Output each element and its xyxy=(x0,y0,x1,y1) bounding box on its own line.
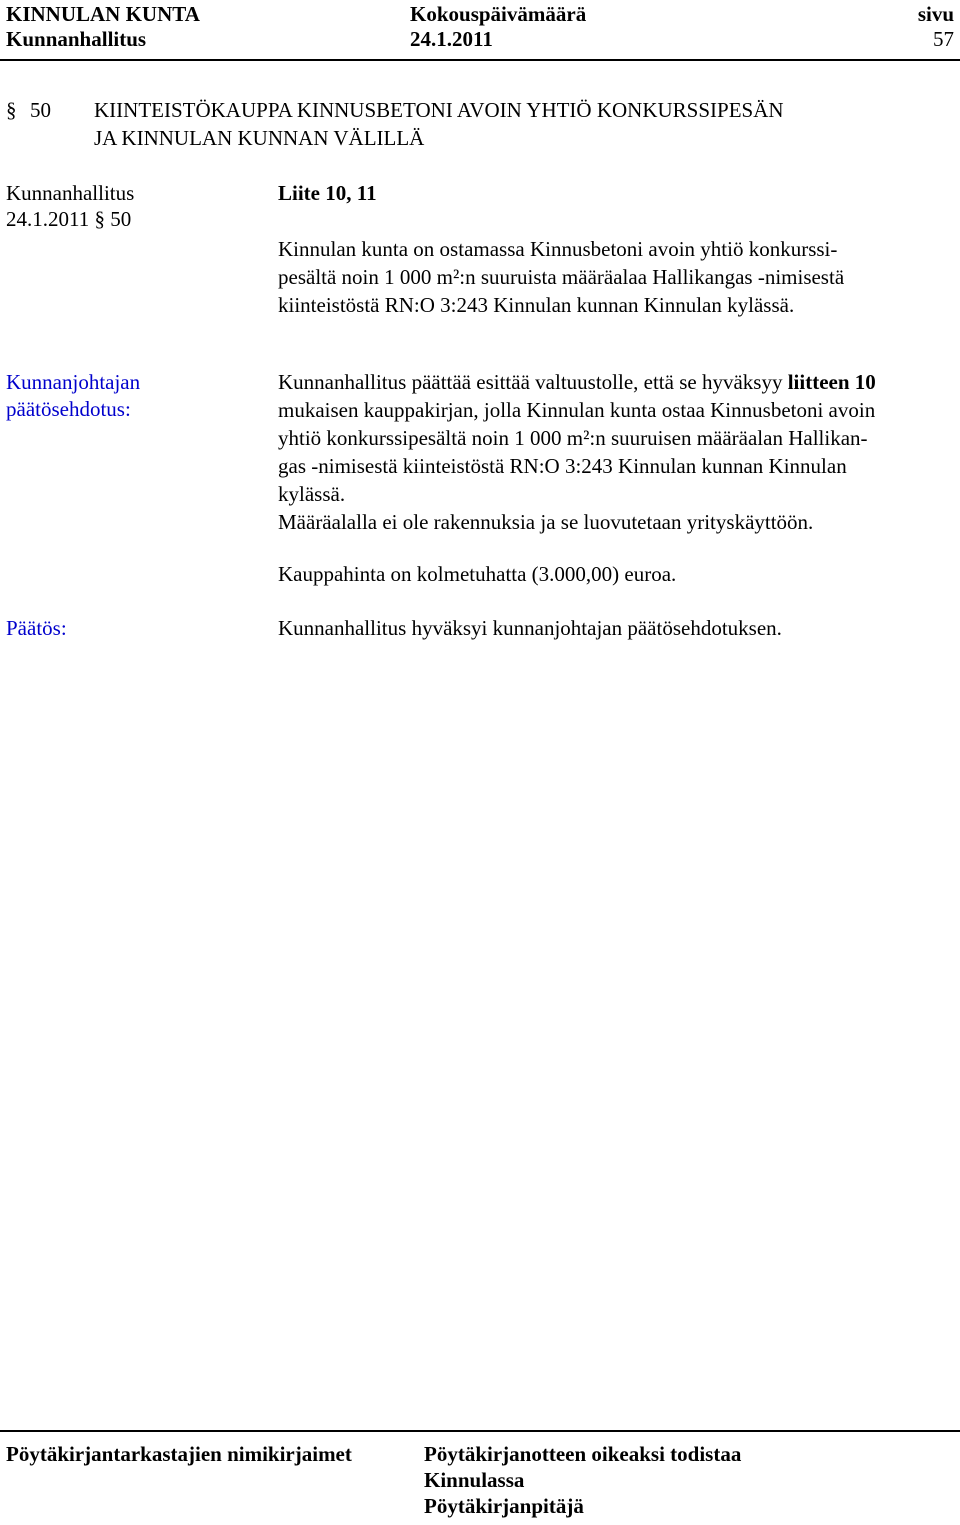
proposal-line: yhtiö konkurssipesältä noin 1 000 m²:n suuruisen määräalan Hallikan- xyxy=(278,426,868,450)
meta-number: 50 xyxy=(110,207,132,231)
meta-date: 24.1.2011 xyxy=(6,207,90,231)
header-page-number: 57 xyxy=(933,27,954,51)
proposal-label-line1: Kunnanjohtajan xyxy=(6,370,141,394)
footer-right-line1: Pöytäkirjanotteen oikeaksi todistaa xyxy=(424,1442,742,1466)
header-org: KINNULAN KUNTA xyxy=(6,2,200,26)
proposal-line: kylässä. xyxy=(278,482,346,506)
section-title-line2: JA KINNULAN KUNNAN VÄLILLÄ xyxy=(94,126,425,150)
intro-line: Kinnulan kunta on ostamassa Kinnusbetoni avoin yhtiö konkurssi- xyxy=(278,237,838,261)
header-divider xyxy=(0,59,960,61)
intro-line: pesältä noin 1 000 m²:n suuruista määräalaa Hallikangas -nimisestä xyxy=(278,265,845,289)
footer-divider xyxy=(0,1430,960,1432)
footer-left: Pöytäkirjantarkastajien nimikirjaimet xyxy=(6,1442,352,1466)
decision-text: Kunnanhallitus hyväksyi kunnanjohtajan päätösehdotuksen. xyxy=(278,616,782,640)
proposal-line: Määräalalla ei ole rakennuksia ja se luovutetaan yrityskäyttöön. xyxy=(278,510,814,534)
proposal-line1-text: Kunnanhallitus päättää esittää valtuustolle, että se hyväksyy xyxy=(278,370,788,394)
meta-body: Kunnanhallitus xyxy=(6,181,135,205)
proposal-line: mukaisen kauppakirjan, jolla Kinnulan kunta ostaa Kinnusbetoni avoin xyxy=(278,398,876,422)
proposal-line1 xyxy=(278,368,958,396)
proposal-price: Kauppahinta on kolmetuhatta (3.000,00) euroa. xyxy=(278,562,677,586)
section-number: 50 xyxy=(30,98,51,122)
header-date-label: Kokouspäivämäärä xyxy=(410,2,587,26)
meta-attachment: Liite 10, 11 xyxy=(278,181,377,205)
decision-label: Päätös: xyxy=(6,616,67,640)
footer-right-line3: Pöytäkirjanpitäjä xyxy=(424,1494,584,1518)
meta-symbol: § xyxy=(94,207,105,231)
header-page-label: sivu xyxy=(917,2,954,26)
intro-paragraph xyxy=(278,235,958,319)
meta-date-line xyxy=(6,207,131,232)
header-body: Kunnanhallitus xyxy=(6,27,147,51)
section-symbol: § xyxy=(6,98,17,122)
proposal-line: gas -nimisestä kiinteistöstä RN:O 3:243 Kinnulan kunnan Kinnulan xyxy=(278,454,847,478)
section-title-line1: KIINTEISTÖKAUPPA KINNUSBETONI AVOIN YHTIÖ KONKURSSIPESÄN xyxy=(94,98,784,122)
proposal-paragraph xyxy=(278,368,958,536)
footer-right-line2: Kinnulassa xyxy=(424,1468,525,1492)
proposal-line1-bold: liitteen 10 xyxy=(787,370,876,394)
header-date: 24.1.2011 xyxy=(410,27,493,51)
intro-line: kiinteistöstä RN:O 3:243 Kinnulan kunnan Kinnulan kylässä. xyxy=(278,293,795,317)
proposal-label-line2: päätösehdotus: xyxy=(6,397,131,421)
